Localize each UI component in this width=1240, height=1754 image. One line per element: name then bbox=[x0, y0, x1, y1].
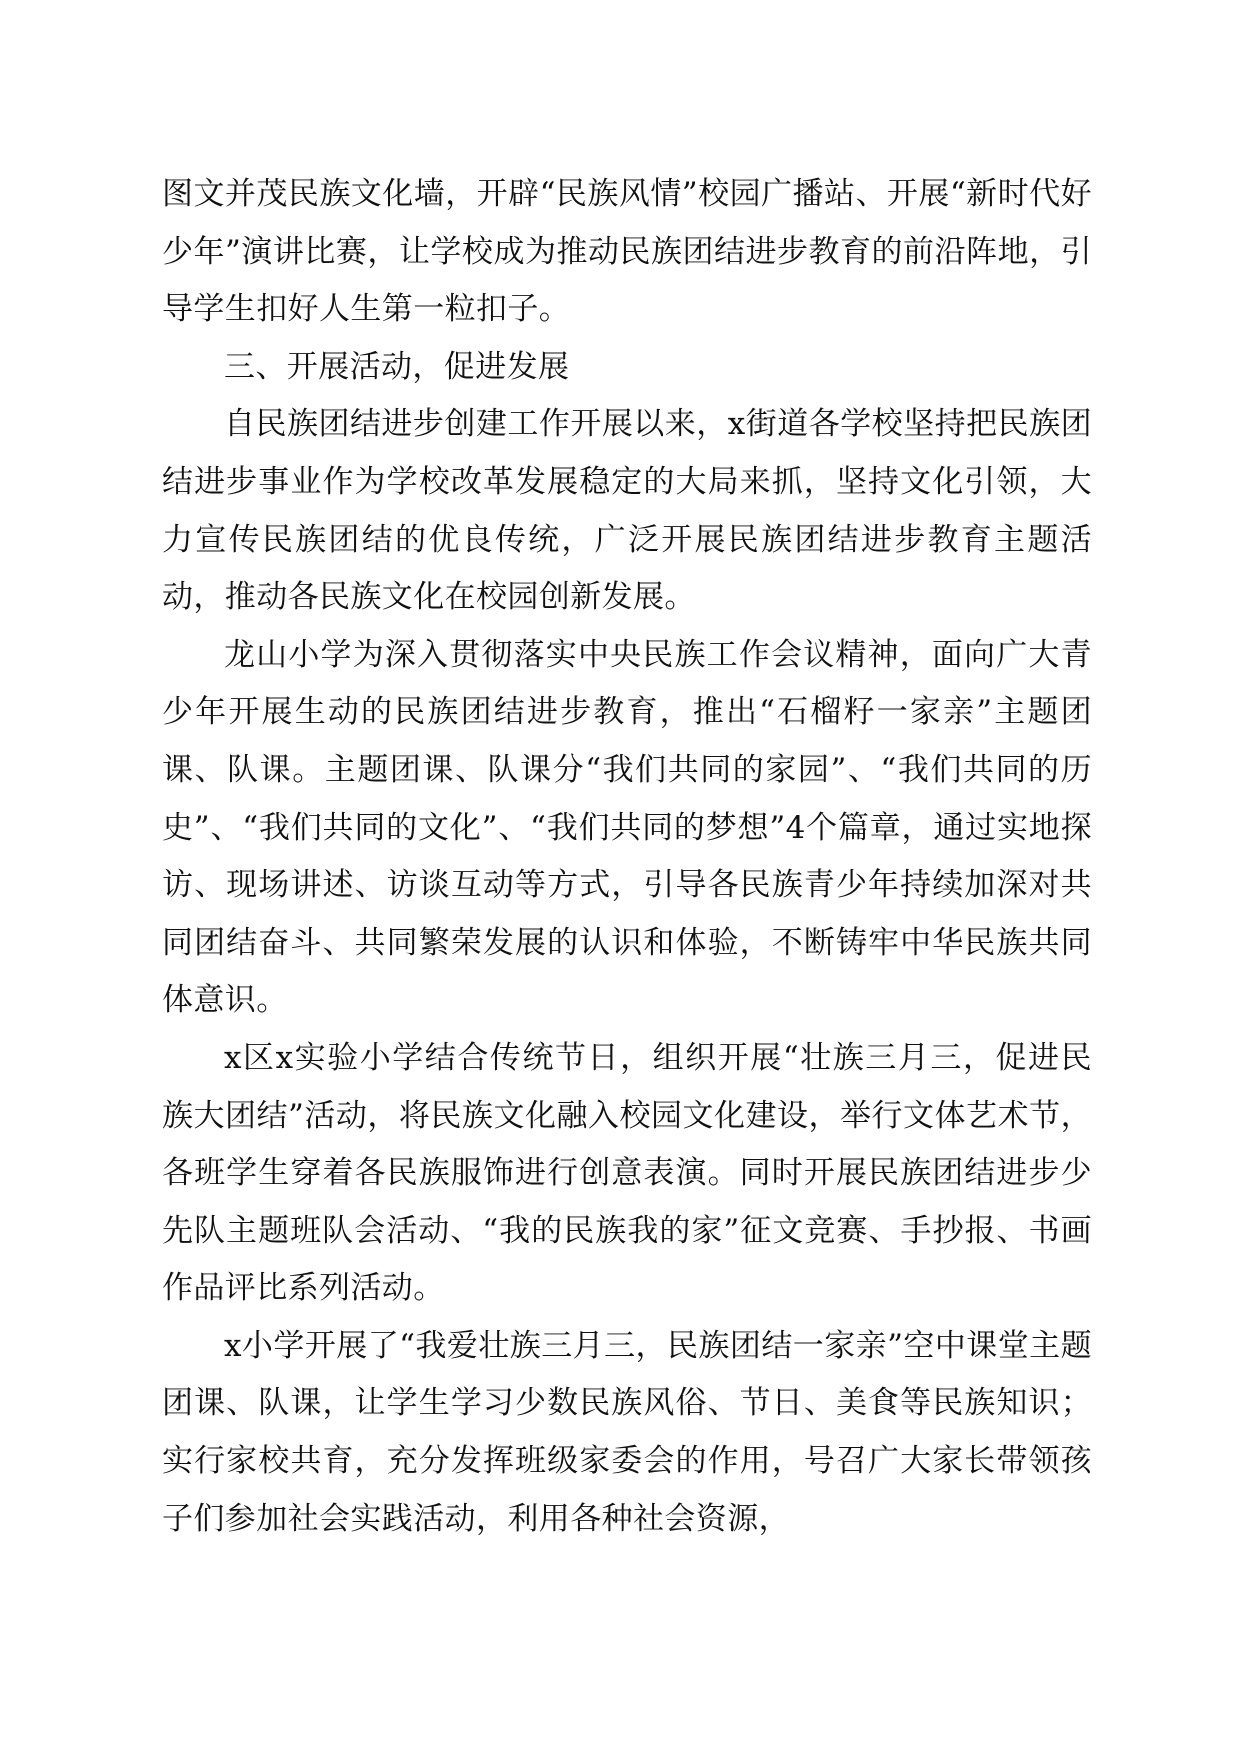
paragraph-longshan-school: 龙山小学为深入贯彻落实中央民族工作会议精神，面向广大青少年开展生动的民族团结进步教育，推出“石榴籽一家亲”主题团课、队课。主题团课、队课分“我们共同的家园”、“我们共同的历史”、“我们共同的文化”、“我们共同的梦想”4个篇章，通过实地探访、现场讲述、访谈互动等方式，引导各民族青少年持续加深对共同团结奋斗、共同繁荣发展的认识和体验，不断铸牢中华民族共同体意识。 bbox=[162, 636, 1092, 1019]
document-body bbox=[162, 166, 1092, 1548]
paragraph-overview: 自民族团结进步创建工作开展以来，x街道各学校坚持把民族团结进步事业作为学校改革发展稳定的大局来抓，坚持文化引领，大力宣传民族团结的优良传统，广泛开展民族团结进步教育主题活动，推动各民族文化在校园创新发展。 bbox=[162, 406, 1092, 616]
paragraph-experimental-school: x区x实验小学结合传统节日，组织开展“壮族三月三，促进民族大团结”活动，将民族文化融入校园文化建设，举行文体艺术节，各班学生穿着各民族服饰进行创意表演。同时开展民族团结进步少先队主题班队会活动、“我的民族我的家”征文竞赛、手抄报、书画作品评比系列活动。 bbox=[162, 1039, 1092, 1307]
paragraph-continuation: 图文并茂民族文化墙，开辟“民族风情”校园广播站、开展“新时代好少年”演讲比赛，让学校成为推动民族团结进步教育的前沿阵地，引导学生扣好人生第一粒扣子。 bbox=[162, 176, 1092, 328]
paragraph-x-primary-school: x小学开展了“我爱壮族三月三，民族团结一家亲”空中课堂主题团课、队课，让学生学习少数民族风俗、节日、美食等民族知识；实行家校共育，充分发挥班级家委会的作用，号召广大家长带领孩子们参加社会实践活动，利用各种社会资源， bbox=[162, 1327, 1092, 1537]
section-heading-three: 三、开展活动，促进发展 bbox=[224, 348, 570, 385]
